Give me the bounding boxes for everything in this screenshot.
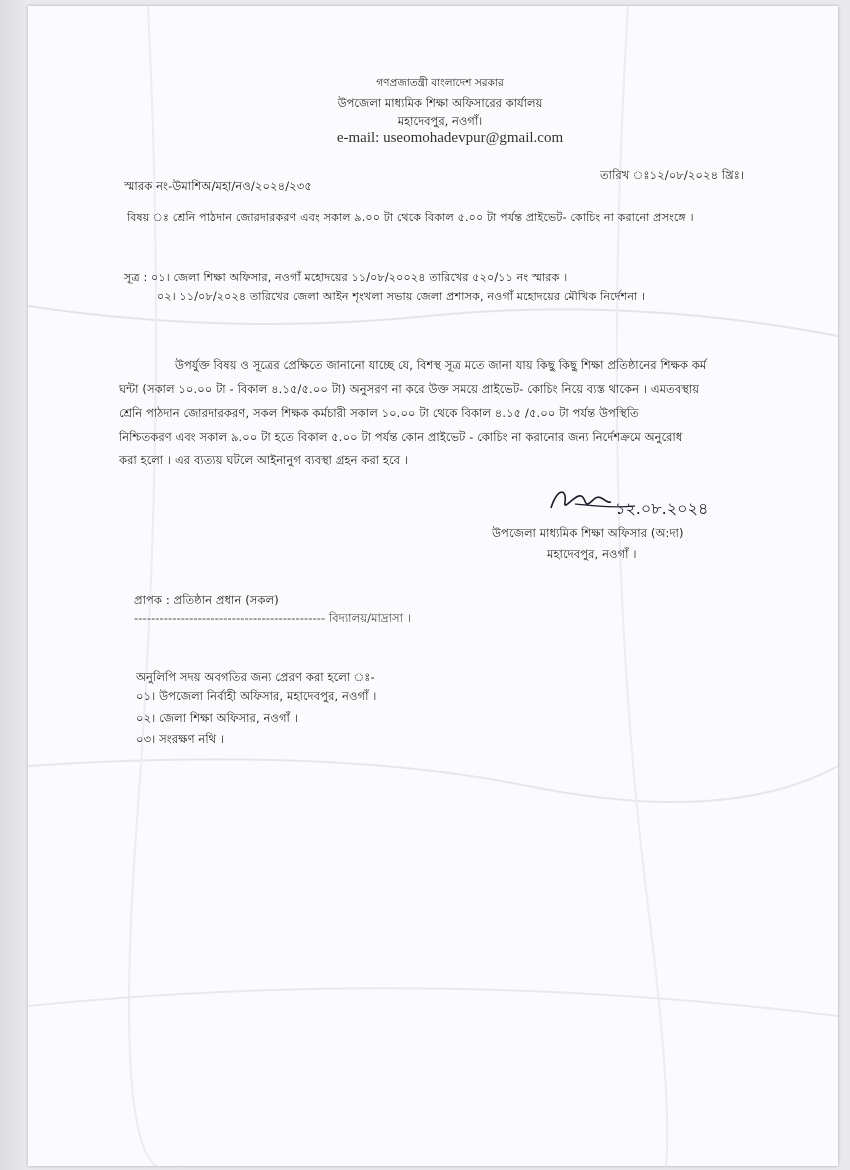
- memo-date: তারিখ ঃ১২/০৮/২০২৪ খ্রিঃ।: [600, 168, 745, 182]
- body-line-1: উপর্যুক্ত বিষয় ও সূত্রের প্রেক্ষিতে জানানো যাচ্ছে যে, বিশস্থ সূত্র মতে জানা যায় কিছু কিছু শিক্ষা প্রতিষ্ঠানের শিক্ষক কর্ম: [175, 359, 707, 372]
- signatory-title: উপজেলা মাধ্যমিক শিক্ষা অফিসার (অ:দা): [492, 526, 684, 540]
- header-government: গণপ্রজাতন্ত্রী বাংলাদেশ সরকার: [376, 77, 504, 89]
- copy-item-3: ০৩। সংরক্ষণ নথি ।: [136, 732, 225, 746]
- header-location: মহাদেবপুর, নওগাঁ।: [397, 114, 483, 128]
- body-line-2: ঘন্টা (সকাল ১০.০০ টা - বিকাল ৪.১৫/৫.০০ টা) অনুসরণ না করে উক্ত সময়ে প্রাইভেট- কোচিং নিয়ে ব্যস্ত থাকেন । এমতবস্থায়: [119, 383, 700, 396]
- reference-2: ০২। ১১/০৮/২০২৪ তারিখের জেলা আইন শৃংখলা সভায় জেলা প্রশাসক, নওগাঁ মহোদয়ের মৌখিক নির্দেশনা ।: [157, 290, 646, 303]
- body-line-4: নিশ্চিতকরণ এবং সকাল ৯.০০ টা হতে বিকাল ৫.০০ টা পর্যন্ত কোন প্রাইভেট - কোচিং না করানোর জন্য নির্দেশক্রমে অনুরোধ: [119, 431, 683, 444]
- signatory-place: মহাদেবপুর, নওগাঁ ।: [547, 547, 637, 561]
- handwritten-signature: [545, 484, 725, 518]
- copy-item-1: ০১। উপজেলা নির্বাহী অফিসার, মহাদেবপুর, নওগাঁ ।: [136, 689, 377, 703]
- header-email: e-mail: useomohadevpur@gmail.com: [336, 130, 564, 146]
- signature-date: ১২.০৮.২০২৪: [615, 499, 709, 518]
- copies-intro: অনুলিপি সদয় অবগতির জন্য প্রেরণ করা হলো ঃ-: [136, 670, 375, 684]
- body-line-3: শ্রেনি পাঠদান জোরদারকরণ, সকল শিক্ষক কর্মচারী সকাল ১০.০০ টা থেকে বিকাল ৪.১৫ /৫.০০ টা পর্যন্ত উপস্থিতি: [119, 407, 639, 420]
- header-office: উপজেলা মাধ্যমিক শিক্ষা অফিসারের কার্যালয়: [337, 96, 543, 110]
- scanner-edge: [0, 0, 28, 1170]
- memo-number: স্মারক নং-উমাশিঅ/মহা/নও/২০২৪/২৩৫: [124, 179, 312, 193]
- reference-1: সূত্র : ০১। জেলা শিক্ষা অফিসার, নওগাঁ মহোদয়ের ১১/০৮/২০০২৪ তারিখের ৫২০/১১ নং স্মারক ।: [124, 271, 568, 284]
- body-line-5: করা হলো । এর ব্যত্যয় ঘটলে আইনানুগ ব্যবস্থা গ্রহন করা হবে ।: [119, 454, 409, 467]
- subject-line: বিষয় ঃ শ্রেনি পাঠদান জোরদারকরণ এবং সকাল ৯.০০ টা থেকে বিকাল ৫.০০ টা পর্যন্ত প্রাইভেট- কোচিং না করানো প্রসংঙ্গে ।: [127, 211, 694, 224]
- recipient-blank-line: --------------------------------------------- বিদ্যালয়/মাদ্রাসা ।: [134, 611, 412, 625]
- recipient-label: প্রাপক : প্রতিষ্ঠান প্রধান (সকল): [134, 593, 279, 607]
- copy-item-2: ০২। জেলা শিক্ষা অফিসার, নওগাঁ ।: [136, 711, 298, 725]
